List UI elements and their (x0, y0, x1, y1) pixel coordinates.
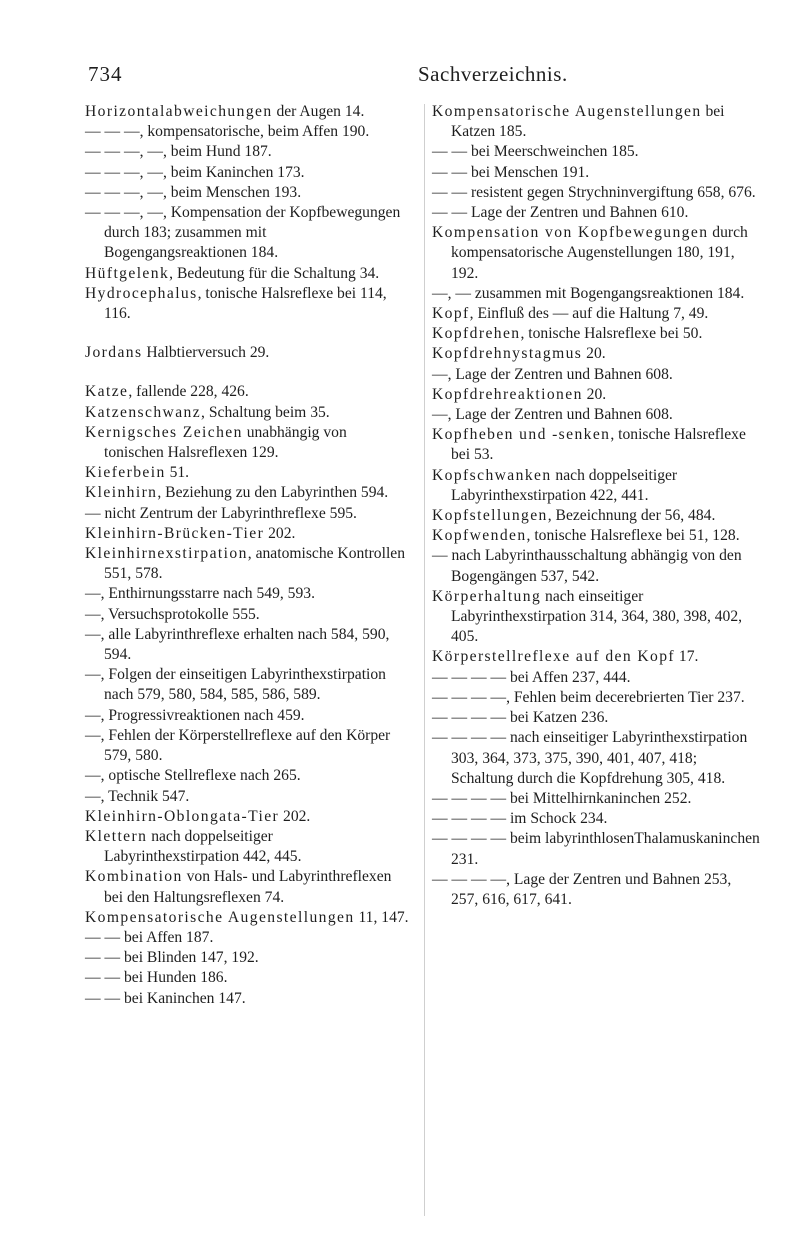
column-divider (424, 104, 425, 1216)
index-entry (85, 787, 410, 807)
entry-text: 51. (165, 464, 190, 482)
index-entry (432, 668, 762, 688)
entry-text: —, — zusammen mit Bogengangsreaktionen 184. (432, 284, 745, 302)
index-entry (432, 284, 762, 304)
index-entry (85, 605, 410, 625)
index-entry (432, 526, 762, 546)
entry-headword: Katzenschwanz (85, 403, 202, 421)
entry-text: — — —, —, beim Menschen 193. (85, 183, 302, 201)
entry-text: — — — — nach einseitiger Labyrinthexstirpation 303, 364, 373, 375, 390, 401, 407, 418; Schaltung durch die Kopfdrehung 305, 418. (432, 729, 748, 787)
entry-text: — — —, —, Kompensation der Kopfbewegungen durch 183; zusammen mit Bogengangsreaktionen 184. (85, 204, 401, 262)
index-entry (85, 524, 410, 544)
index-entry (85, 989, 410, 1009)
entry-text: —, Lage der Zentren und Bahnen 608. (432, 365, 673, 383)
index-entry (432, 344, 762, 364)
entry-headword: Kopfdrehen (432, 325, 521, 343)
entry-text: , Schaltung beim 35. (201, 403, 330, 421)
entry-text: nach doppelseitiger Labyrinthexstirpation 422, 441. (451, 466, 678, 504)
entry-text: , tonische Halsreflexe bei 50. (520, 325, 703, 343)
entry-headword: Körperhaltung (432, 587, 542, 605)
index-column-left (85, 102, 410, 1009)
index-entry (85, 867, 410, 907)
index-entry (85, 766, 410, 786)
entry-text: — — — — bei Affen 237, 444. (432, 668, 631, 686)
index-entry (85, 908, 410, 928)
entry-text: , fallende 228, 426. (128, 383, 249, 401)
entry-text: 202. (279, 807, 311, 825)
index-entry (432, 466, 762, 506)
index-entry (85, 102, 410, 122)
entry-text: 20. (582, 345, 606, 363)
running-title: Sachverzeichnis. (418, 62, 568, 86)
entry-headword: Kompensatorische Augenstellungen (85, 908, 355, 926)
entry-text: — — —, —, beim Kaninchen 173. (85, 163, 305, 181)
entry-text: , tonische Halsreflexe bei 53. (451, 426, 746, 464)
entry-text: , tonische Halsreflexe bei 114, 116. (104, 284, 387, 323)
entry-headword: Kernigsches Zeichen (85, 423, 243, 441)
index-entry (432, 506, 762, 526)
entry-text: —, Technik 547. (85, 787, 190, 805)
entry-headword: Hydrocephalus (85, 284, 198, 302)
index-entry (432, 688, 762, 708)
index-entry (85, 504, 410, 524)
index-column-right (432, 102, 762, 910)
entry-headword: Kompensatorische Augenstellungen (432, 103, 702, 120)
index-entry (432, 183, 762, 203)
index-entry (432, 405, 762, 425)
index-entry (85, 544, 410, 584)
entry-text: — — bei Affen 187. (85, 928, 214, 946)
entry-text: —, optische Stellreflexe nach 265. (85, 767, 301, 785)
entry-text: —, Progressivreaktionen nach 459. (85, 706, 305, 724)
entry-text: durch kompensatorische Augenstellungen 180, 191, 192. (451, 224, 748, 282)
index-entry (85, 968, 410, 988)
entry-text: — — bei Menschen 191. (432, 163, 590, 181)
index-entry (85, 706, 410, 726)
index-entry (432, 324, 762, 344)
index-entry (85, 142, 410, 162)
entry-text: , Bedeutung für die Schaltung 34. (169, 264, 380, 282)
entry-text: 202. (264, 524, 296, 542)
index-entry (85, 203, 410, 264)
entry-headword: Kopfdrehnystagmus (432, 345, 583, 363)
index-entry (85, 122, 410, 142)
index-entry (432, 809, 762, 829)
index-entry (432, 163, 762, 183)
entry-headword: Kopfstellungen (432, 507, 548, 525)
entry-headword: Klettern (85, 827, 148, 845)
entry-text: nach einseitiger Labyrinthexstirpation 314, 364, 380, 398, 402, 405. (451, 587, 743, 646)
index-entry (85, 264, 410, 284)
index-entry (85, 423, 410, 463)
entry-text: , Beziehung zu den Labyrinthen 594. (157, 484, 389, 502)
page-header (88, 62, 758, 96)
entry-text: der Augen 14. (272, 103, 365, 120)
entry-text: , anatomische Kontrollen 551, 578. (104, 545, 405, 583)
index-entry (85, 726, 410, 766)
entry-text: — — — — bei Mittelhirnkaninchen 252. (432, 789, 692, 807)
entry-text: — — Lage der Zentren und Bahnen 610. (432, 204, 689, 222)
index-entry (85, 284, 410, 324)
entry-text: , Bezeichnung der 56, 484. (547, 507, 716, 525)
index-entry (85, 665, 410, 705)
entry-headword: Kompensation von Kopfbewegungen (432, 224, 709, 242)
index-entry (85, 463, 410, 483)
entry-text: —, Versuchsprotokolle 555. (85, 605, 260, 623)
index-entry (85, 807, 410, 827)
index-entry (432, 587, 762, 648)
entry-text: — — bei Meerschweinchen 185. (432, 143, 639, 161)
entry-text: — — bei Kaninchen 147. (85, 989, 246, 1007)
index-entry (432, 142, 762, 162)
index-entry (85, 928, 410, 948)
entry-text: , tonische Halsreflexe bei 51, 128. (526, 527, 740, 545)
index-entry (432, 365, 762, 385)
entry-text: —, alle Labyrinthreflexe erhalten nach 584, 590, 594. (85, 625, 390, 664)
entry-text: 11, 147. (354, 908, 409, 926)
index-entry (432, 708, 762, 728)
entry-headword: Körperstellreflexe auf den Kopf (432, 648, 675, 666)
entry-text: — — — — im Schock 234. (432, 810, 608, 828)
entry-text: —, Enthirnungsstarre nach 549, 593. (85, 585, 315, 603)
entry-text: — — resistent gegen Strychninvergiftung 658, 676. (432, 183, 756, 201)
entry-text: — — bei Blinden 147, 192. (85, 949, 259, 967)
entry-headword: Kopfwenden (432, 527, 527, 545)
index-entry (432, 647, 762, 667)
entry-headword: Kombination (85, 868, 183, 886)
entry-headword: Kopfheben und -senken (432, 426, 611, 444)
entry-text: —, Lage der Zentren und Bahnen 608. (432, 406, 673, 424)
index-entry (85, 343, 410, 363)
entry-text: unabhängig von tonischen Halsreflexen 129. (104, 423, 347, 462)
entry-text: — — — —, Lage der Zentren und Bahnen 253, 257, 616, 617, 641. (432, 870, 732, 908)
index-entry (432, 728, 762, 789)
page-number: 734 (88, 62, 123, 86)
entry-text: bei Katzen 185. (451, 103, 725, 141)
entry-headword: Hüftgelenk (85, 264, 170, 282)
index-entry (432, 829, 762, 869)
index-entry (432, 304, 762, 324)
index-entry (85, 382, 410, 402)
entry-headword: Kleinhirn (85, 484, 158, 502)
entry-text: von Hals- und Labyrinthreflexen bei den Haltungsreflexen 74. (104, 868, 392, 906)
entry-text: — — — — bei Katzen 236. (432, 709, 609, 727)
entry-text: — — —, —, beim Hund 187. (85, 143, 272, 161)
entry-text: — nach Labyrinthausschaltung abhängig von den Bogengängen 537, 542. (432, 547, 742, 585)
index-entry (85, 183, 410, 203)
entry-headword: Kieferbein (85, 464, 166, 482)
entry-text: , Einfluß des — auf die Haltung 7, 49. (469, 305, 709, 323)
entry-headword: Kleinhirnexstirpation (85, 545, 248, 563)
index-entry (85, 584, 410, 604)
entry-text: 20. (582, 385, 607, 403)
entry-text: — nicht Zentrum der Labyrinthreflexe 595. (85, 504, 357, 522)
entry-headword: Horizontalabweichungen (85, 103, 273, 120)
entry-headword: Jordans (85, 344, 143, 362)
entry-headword: Kopf (432, 305, 470, 323)
index-entry (85, 948, 410, 968)
entry-text: Halbtierversuch 29. (142, 344, 270, 362)
index-entry (432, 385, 762, 405)
index-entry (85, 163, 410, 183)
entry-text: —, Folgen der einseitigen Labyrinthexstirpation nach 579, 580, 584, 585, 586, 589. (85, 666, 386, 704)
entry-headword: Kleinhirn-Oblongata-Tier (85, 807, 280, 825)
index-entry (432, 203, 762, 223)
index-entry (432, 425, 762, 465)
index-entry (85, 625, 410, 665)
index-entry (432, 870, 762, 910)
index-entry (85, 403, 410, 423)
entry-text: nach doppelseitiger Labyrinthexstirpation 442, 445. (104, 827, 302, 866)
entry-headword: Katze (85, 383, 129, 401)
entry-text: — — — — beim labyrinthlosenThalamuskaninchen 231. (432, 830, 760, 868)
entry-headword: Kopfschwanken (432, 466, 552, 484)
entry-text: — — —, kompensatorische, beim Affen 190. (85, 123, 370, 141)
entry-headword: Kopfdrehreaktionen (432, 385, 583, 403)
index-entry (432, 789, 762, 809)
entry-text: — — bei Hunden 186. (85, 969, 228, 987)
entry-text: 17. (675, 648, 699, 666)
index-entry (85, 483, 410, 503)
entry-headword: Kleinhirn-Brücken-Tier (85, 524, 265, 542)
index-entry (432, 546, 762, 586)
entry-text: —, Fehlen der Körperstellreflexe auf den Körper 579, 580. (85, 726, 391, 765)
index-entry (432, 223, 762, 284)
index-entry (432, 102, 762, 142)
entry-text: — — — —, Fehlen beim decerebrierten Tier 237. (432, 688, 745, 706)
index-entry (85, 827, 410, 867)
